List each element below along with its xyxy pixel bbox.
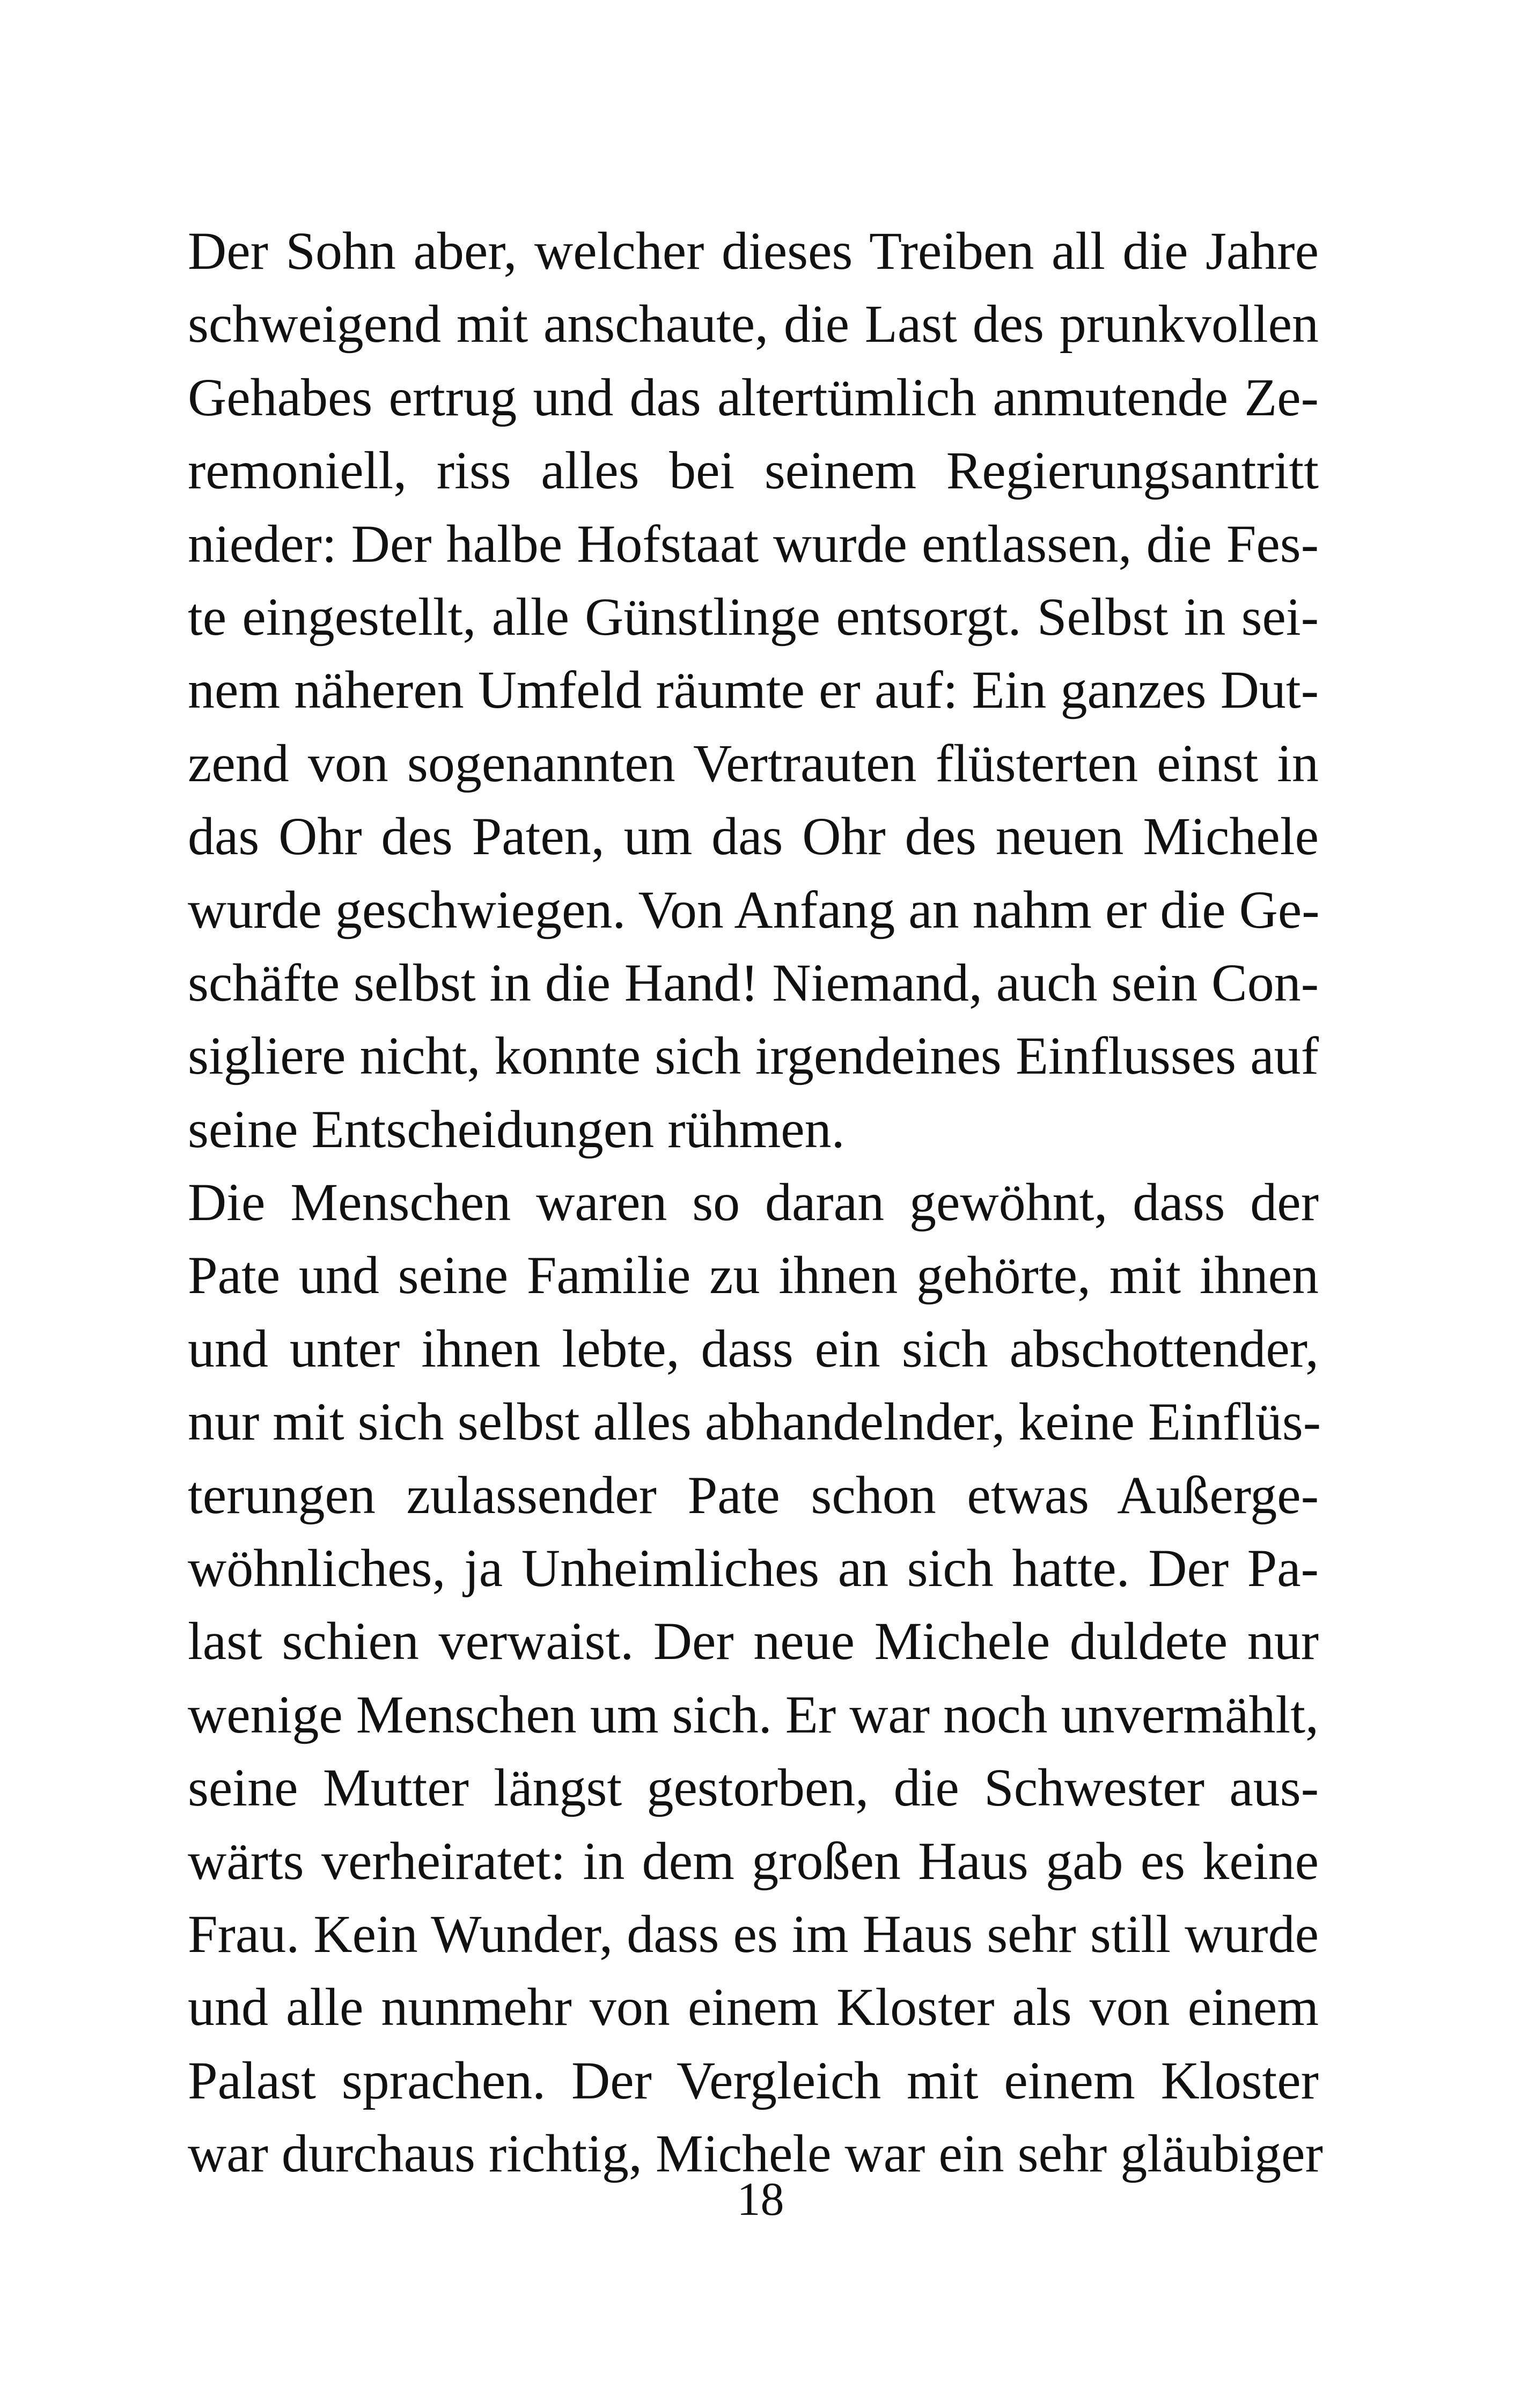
text-line: Der Sohn aber, welcher dieses Treiben all die Jahre [188,221,1319,281]
text-line: wenige Menschen um sich. Er war noch unvermählt, [188,1684,1319,1744]
text-line: nem näheren Umfeld räumte er auf: Ein ganzes Dut- [188,660,1319,720]
text-line: schäfte selbst in die Hand! Niemand, auch sein Con- [188,952,1319,1012]
text-line: Frau. Kein Wunder, dass es im Haus sehr still wurde [188,1904,1319,1964]
text-line: sigliere nicht, konnte sich irgendeines Einflusses auf [188,1026,1319,1086]
text-line: wärts verheiratet: in dem großen Haus gab es keine [188,1831,1319,1891]
text-line: te eingestellt, alle Günstlinge entsorgt. Selbst in sei- [188,586,1319,647]
text-line: und alle nunmehr von einem Kloster als von einem [188,1977,1319,2037]
text-line: war durchaus richtig, Michele war ein sehr gläubiger [188,2124,1323,2184]
text-line: Gehabes ertrug und das altertümlich anmutende Ze- [188,367,1319,427]
text-line: seine Mutter längst gestorben, die Schwester aus- [188,1758,1319,1818]
page-number: 18 [737,2174,784,2226]
text-line: schweigend mit anschaute, die Last des prunkvollen [188,294,1319,354]
body-text [188,215,1323,2191]
text-line: terungen zulassender Pate schon etwas Außerge- [188,1465,1319,1525]
text-line: nieder: Der halbe Hofstaat wurde entlassen, die Fes- [188,513,1319,574]
text-line: zend von sogenannten Vertrauten flüsterten einst in [188,733,1319,793]
text-line: und unter ihnen lebte, dass ein sich abschottender, [188,1318,1319,1378]
text-line: Pate und seine Familie zu ihnen gehörte, mit ihnen [188,1245,1319,1305]
text-line: wöhnliches, ja Unheimliches an sich hatte. Der Pa- [188,1538,1319,1598]
text-line: wurde geschwiegen. Von Anfang an nahm er die Ge- [188,879,1320,939]
text-line: Palast sprachen. Der Vergleich mit einem Kloster [188,2050,1319,2110]
text-line: nur mit sich selbst alles abhandelnder, keine Einflüs- [188,1392,1321,1452]
paragraph-last-line: seine Entscheidungen rühmen. [188,1099,845,1159]
text-line: Die Menschen waren so daran gewöhnt, dass der [188,1172,1319,1232]
text-line: das Ohr des Paten, um das Ohr des neuen Michele [188,806,1319,867]
text-line: remoniell, riss alles bei seinem Regierungsantritt [188,441,1319,501]
text-line: last schien verwaist. Der neue Michele duldete nur [188,1611,1319,1671]
